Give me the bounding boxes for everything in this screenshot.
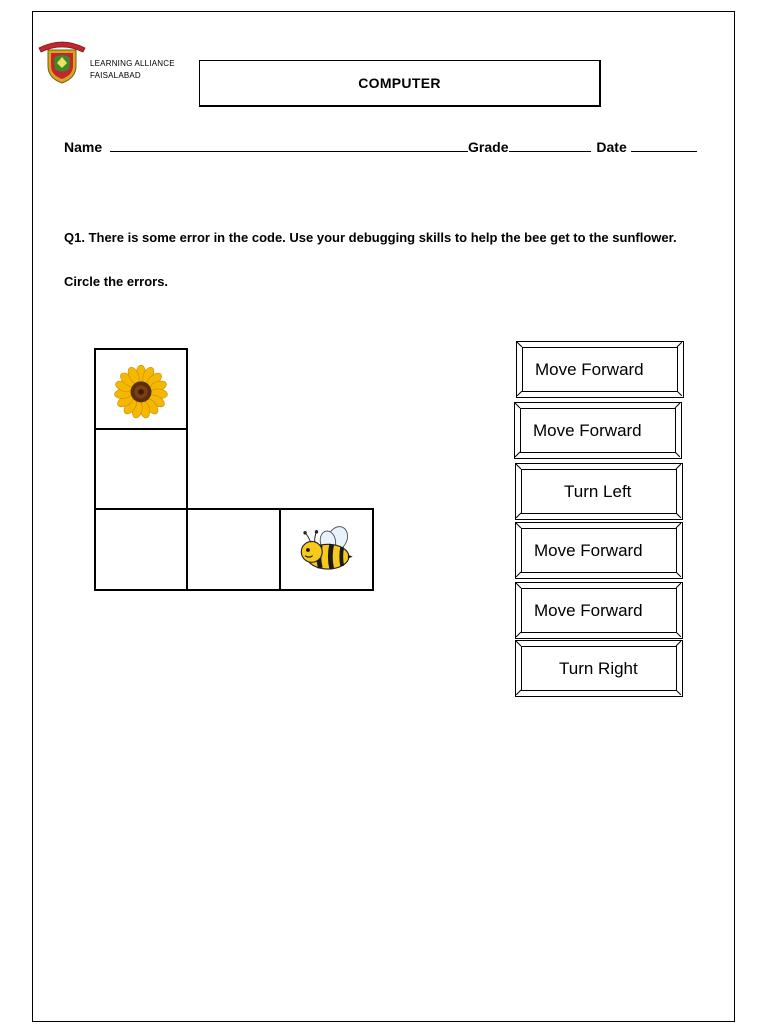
name-label: Name (64, 139, 103, 155)
grid-cell-empty (188, 508, 281, 591)
code-block-label: Move Forward (535, 359, 644, 379)
code-block[interactable] (515, 582, 683, 639)
code-block-label: Move Forward (534, 540, 643, 560)
code-block-label: Turn Left (564, 481, 632, 501)
bee-icon (281, 510, 372, 589)
code-block[interactable] (515, 463, 683, 520)
grade-field[interactable] (509, 139, 591, 152)
code-block[interactable] (515, 640, 683, 697)
question-1-text: Q1. There is some error in the code. Use your debugging skills to help the bee get to the sunflower. (64, 230, 677, 245)
grid-cell-sunflower (94, 348, 188, 430)
subject-title: COMPUTER (358, 75, 441, 91)
school-name-line2: FAISALABAD (90, 71, 141, 80)
code-block-label: Move Forward (533, 420, 642, 440)
code-block[interactable] (515, 522, 683, 579)
grid-cell-bee (281, 508, 374, 591)
code-block[interactable] (514, 402, 682, 459)
name-field[interactable] (110, 139, 468, 152)
student-info-fields (64, 139, 697, 155)
question-1-instruction: Circle the errors. (64, 274, 169, 289)
grid-cell-empty (94, 430, 188, 510)
sunflower-icon (96, 350, 186, 428)
school-name (90, 58, 175, 82)
code-block-label: Turn Right (559, 658, 638, 678)
date-label: Date (596, 139, 627, 155)
date-field[interactable] (631, 139, 697, 152)
grade-label: Grade (468, 139, 509, 155)
school-crest-logo (36, 38, 88, 84)
school-name-line1: LEARNING ALLIANCE (90, 59, 175, 68)
code-block-label: Move Forward (534, 600, 643, 620)
subject-title-box (199, 60, 601, 107)
grid-cell-empty (94, 508, 188, 591)
code-block[interactable] (516, 341, 684, 398)
